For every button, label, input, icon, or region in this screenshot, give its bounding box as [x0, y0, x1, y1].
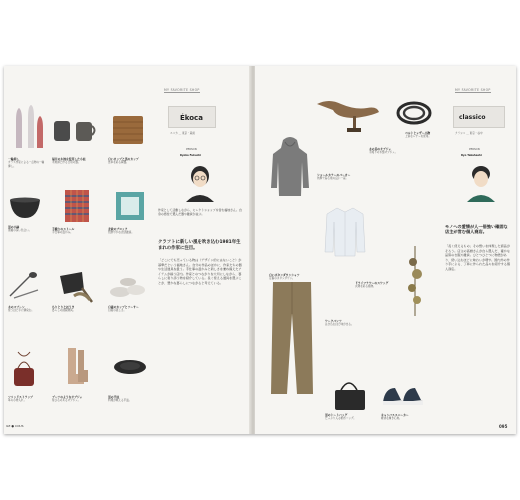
left-page: [4, 66, 251, 434]
magazine-spread: [4, 66, 516, 434]
belt-image: [395, 100, 433, 126]
black-plate-image: [112, 358, 148, 378]
favorite-shop-label-left: MY FAVORITE SHOP: [164, 88, 200, 92]
caption-r3: ベルトとレザー小物 上質なレザーを使用。: [405, 131, 431, 139]
headline-right: モノへの愛情が人一倍強い確固な店主が営む個人商店。: [445, 224, 508, 235]
person-name-right: Ryo Takahashi: [461, 154, 482, 157]
leather-bag-image: [10, 350, 38, 390]
work-pants-image: [269, 280, 315, 398]
glass-vases-image: [10, 104, 44, 150]
caption-11: ブーツのようなオブジェ 遊び心のあるオブジェ。: [52, 395, 83, 403]
caption-10: ソリッドストラップ 革の小物入れ。: [8, 395, 33, 403]
caption-7: 木のスプーン 使うほど手に馴染む。: [8, 305, 34, 313]
page-number-left: ILE ● COUS: [6, 424, 24, 428]
woven-textile-image: [62, 188, 92, 224]
sneakers-image: [381, 382, 425, 408]
caption-r8: キャンバススニーカー 軽快な履き心地。: [381, 413, 409, 421]
caption-r7: 黒のトートバッグ たっぷり入る帆布バッグ。: [325, 413, 357, 421]
black-tote-image: [331, 378, 369, 412]
shop-name-right: classico: [459, 114, 486, 121]
black-bowl-image: [8, 196, 42, 220]
headline-left: クラフトに新しい風を吹き込む1981年生まれの作家に注目。: [158, 240, 241, 251]
caption-r6: ワークパンツ はき込むほど味が出る。: [325, 319, 354, 327]
person-label-left: PERSON: [186, 148, 197, 151]
white-shirt-image: [323, 206, 367, 258]
favorite-shop-label-right: MY FAVORITE SHOP: [455, 88, 491, 92]
wooden-bird-image: [315, 94, 381, 134]
caption-r4: 白いボタンダウンシャツ 定番のボタンダウン。: [269, 273, 300, 281]
body-text-left: 「どこにでも売っている物は（デザイン的にはないこと）が基準だという福地さん。自分の作品のほかに、作家たちの器や生活道具を扱う。手仕事の温かみと新しさを兼ね備えたアイテムが揃う店内。作家とのつながりを大切にしながら、暮らしに寄り添う物を紹介している。長く使える道具を選ぶことが、豊かな暮らしにつながると考えている。: [158, 258, 242, 285]
page-number-right: 095: [499, 424, 508, 429]
caption-r1: ショールカラーのパーカー 肉厚で着心地の良い一着。: [317, 173, 351, 181]
caption-9: 白磁のカップとソーサー 白磁の美しさ。: [108, 305, 139, 313]
spoons-image: [8, 270, 42, 300]
caption-r5: ドライフラワーのスワッグ 玄関を彩る植物。: [355, 281, 389, 289]
wooden-box-image: [110, 110, 146, 146]
white-cups-image: [108, 272, 148, 302]
person-illustration-left: [182, 162, 218, 202]
person-illustration-right: [463, 162, 499, 202]
gray-hoodie-image: [269, 136, 311, 198]
caption-3: 白いカップと黒のカップ 食卓を彩る陶器。: [108, 157, 139, 165]
dried-flower-swag-image: [405, 244, 425, 318]
caption-r2: 木の鳥のオブジェ 手彫りの木製オブジェ。: [369, 147, 398, 155]
boots-object-image: [64, 346, 90, 388]
shop-name-left: Ékoca: [180, 114, 203, 122]
caption-5: 手織りのストール 手仕事の温かみ。: [52, 227, 75, 235]
right-page: [255, 66, 516, 434]
person-label-right: PERSON: [469, 148, 480, 151]
caption-8: ちりとりとほうき 暮らしの掃除道具。: [52, 305, 76, 313]
caption-1: 一輪挿し ガラス作家による一点物の一輪挿し。: [8, 157, 45, 168]
cups-image: [52, 118, 98, 144]
body-text-right: 「長く使えるもの」その想いを体現した商品がそろう。店主の高橋さんが自ら選んだ、確かな品質の衣服や雑貨。ひとつひとつに物語があり、使い込むほどに味わいが増す。国内外の作り手による、丁寧に作られた品々を紹介する個人商店。: [445, 244, 510, 271]
person-name-left: Kyoko Fukuchi: [180, 154, 201, 157]
profile-text-left: 作家として活動しながら、セレクトショップを営む福地さん。自身の感性で選んだ器や雑貨が並ぶ。: [158, 208, 242, 216]
teal-tray-image: [114, 190, 146, 222]
caption-2: 福井の木地を使用した小皿 木地師と作る日用の器。: [52, 157, 86, 165]
shop-subtitle-left: エコカ ＿ 東京・蔵前: [170, 132, 195, 135]
caption-4: 黒の小鉢 黒釉の深い色合い。: [8, 225, 32, 233]
caption-6: 北欧のブロック 色鮮やかな北欧雑貨。: [108, 227, 134, 235]
shop-subtitle-right: クラシコ ＿ 東京・谷中: [455, 132, 483, 135]
caption-12: 黒の平皿 料理が映える平皿。: [108, 395, 132, 403]
dustpan-brush-image: [56, 266, 96, 304]
